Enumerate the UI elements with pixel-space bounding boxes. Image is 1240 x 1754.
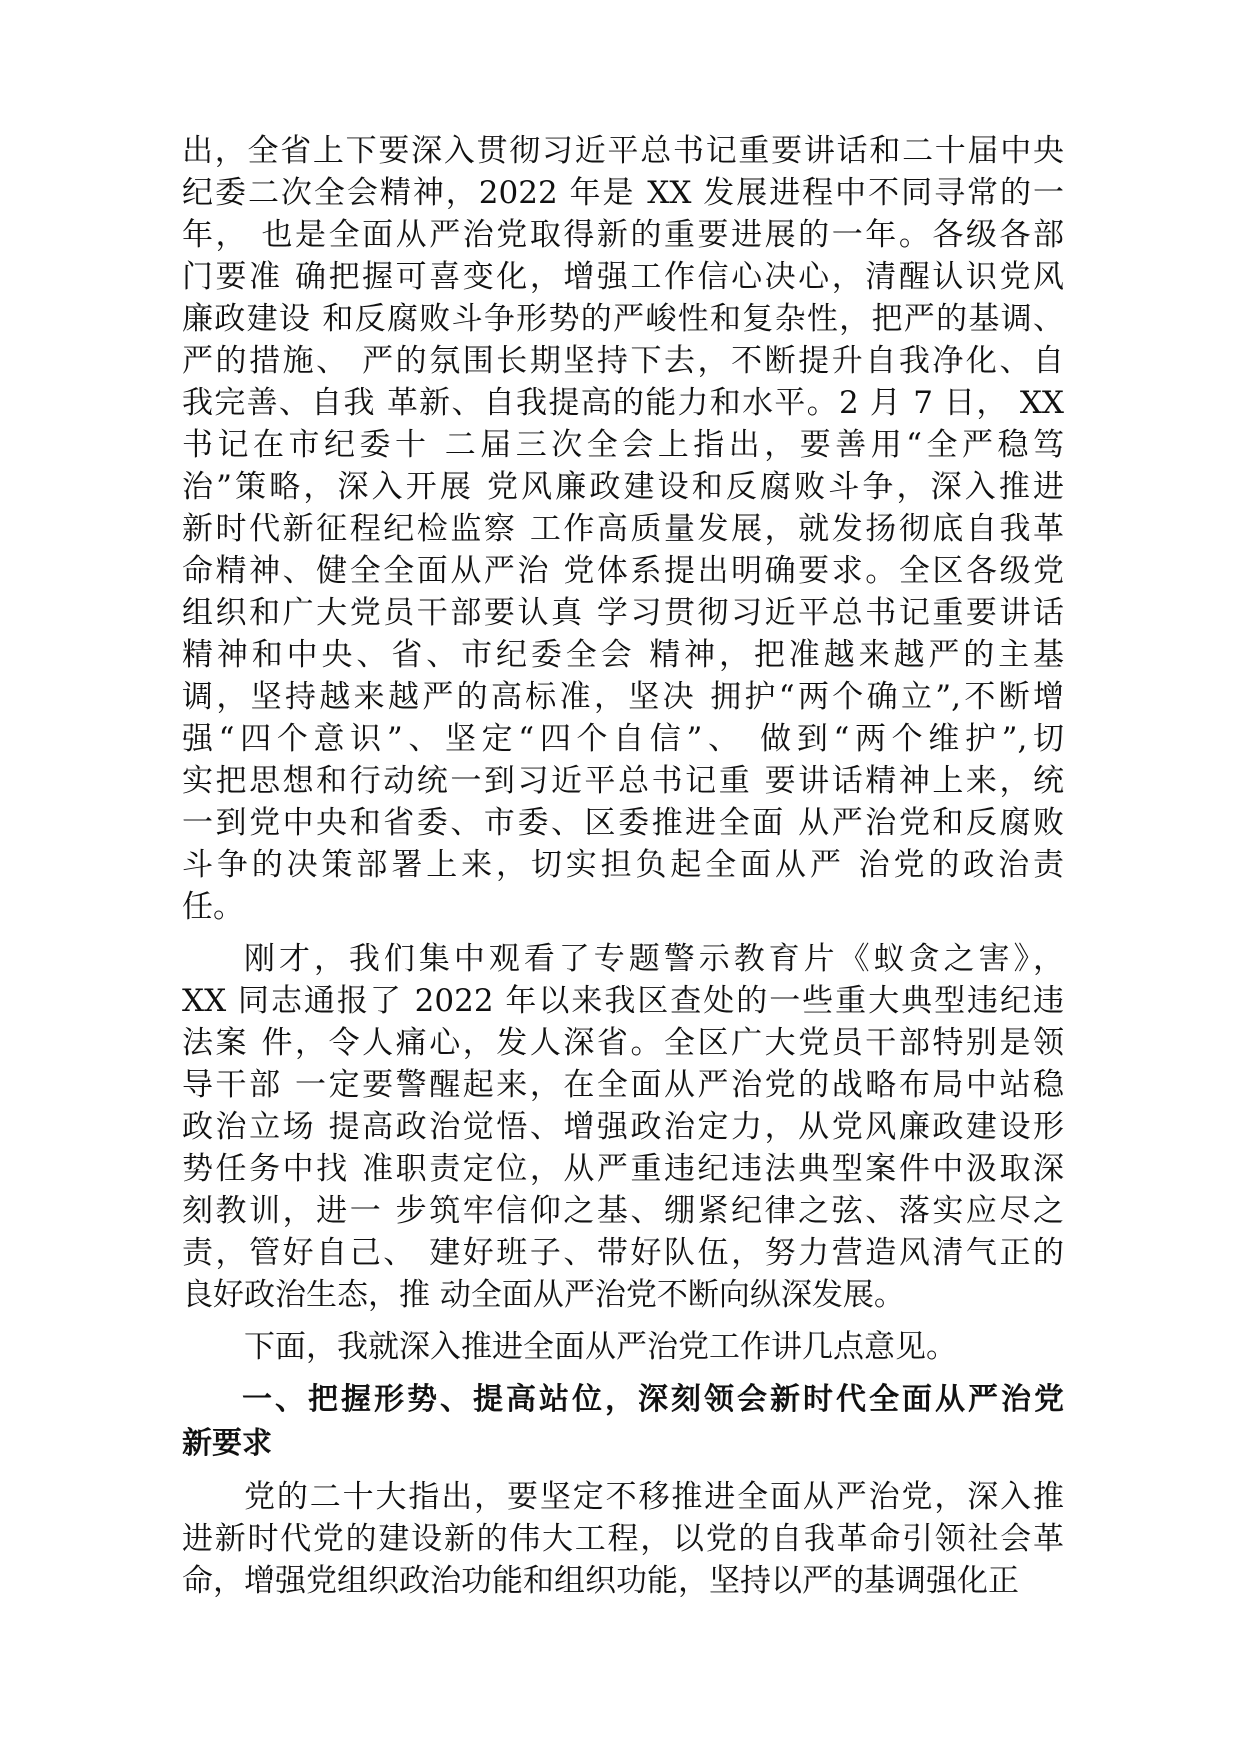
text-line: 廉政建设 和反腐败斗争形势的严峻性和复杂性，把严的基调、 — [182, 301, 1064, 337]
text-line: 组织和广大党员干部要认真 学习贯彻习近平总书记重要讲话 — [182, 595, 1064, 631]
text-line: 门要准 确把握可喜变化，增强工作信心决心，清醒认识党风 — [182, 259, 1064, 295]
body-paragraph — [182, 1326, 1064, 1368]
text-line: 治”策略，深入开展 党风廉政建设和反腐败斗争，深入推进 — [182, 469, 1064, 505]
text-line: 政治立场 提高政治觉悟、增强政治定力，从党风廉政建设形 — [182, 1109, 1064, 1145]
text-line: 新时代新征程纪检监察 工作高质量发展，就发扬彻底自我革 — [182, 511, 1064, 547]
text-line: 下面，我就深入推进全面从严治党工作讲几点意见。 — [244, 1329, 957, 1365]
text-line: 精神和中央、省、市纪委全会 精神，把准越来越严的主基 — [182, 637, 1064, 673]
text-line: 斗争的决策部署上来，切实担负起全面从严 治党的政治责 — [182, 847, 1064, 883]
text-line: 一、把握形势、提高站位，深刻领会新时代全面从严治党 — [242, 1382, 1064, 1417]
text-line: 导干部 一定要警醒起来，在全面从严治党的战略布局中站稳 — [182, 1067, 1064, 1103]
text-line: 调，坚持越来越严的高标准，坚决 拥护“两个确立”,不断增 — [182, 679, 1064, 715]
text-line: 刚才，我们集中观看了专题警示教育片《蚁贪之害》， — [244, 941, 1064, 977]
text-line: XX 同志通报了 2022 年以来我区查处的一些重大典型违纪违 — [182, 983, 1064, 1019]
body-paragraph — [182, 1476, 1064, 1602]
text-line: 良好政治生态，推 动全面从严治党不断向纵深发展。 — [182, 1277, 905, 1313]
document-page — [182, 130, 1064, 1612]
text-line: 实把思想和行动统一到习近平总书记重 要讲话精神上来，统 — [182, 763, 1064, 799]
text-line: 出，全省上下要深入贯彻习近平总书记重要讲话和二十届中央 — [182, 133, 1064, 169]
text-line: 严的措施、 严的氛围长期坚持下去，不断提升自我净化、自 — [182, 343, 1064, 379]
text-line: 责，管好自己、 建好班子、带好队伍，努力营造风清气正的 — [182, 1235, 1064, 1271]
text-line: 一到党中央和省委、市委、区委推进全面 从严治党和反腐败 — [182, 805, 1064, 841]
text-line: 命，增强党组织政治功能和组织功能，坚持以严的基调强化正 — [182, 1563, 1019, 1599]
text-line: 纪委二次全会精神，2022 年是 XX 发展进程中不同寻常的一 — [182, 175, 1064, 211]
text-line: 进新时代党的建设新的伟大工程，以党的自我革命引领社会革 — [182, 1521, 1064, 1557]
text-line: 法案 件，令人痛心，发人深省。全区广大党员干部特别是领 — [182, 1025, 1064, 1061]
text-line: 任。 — [182, 889, 244, 925]
text-line: 命精神、健全全面从严治 党体系提出明确要求。全区各级党 — [182, 553, 1064, 589]
text-line: 新要求 — [182, 1426, 272, 1461]
text-line: 党的二十大指出，要坚定不移推进全面从严治党，深入推 — [244, 1479, 1064, 1515]
body-paragraph — [182, 938, 1064, 1316]
text-line: 我完善、自我 革新、自我提高的能力和水平。2 月 7 日， XX — [182, 385, 1064, 421]
text-line: 势任务中找 准职责定位，从严重违纪违法典型案件中汲取深 — [182, 1151, 1064, 1187]
text-line: 刻教训，进一 步筑牢信仰之基、绷紧纪律之弦、落实应尽之 — [182, 1193, 1064, 1229]
section-heading — [182, 1378, 1064, 1466]
text-line: 强“四个意识”、坚定“四个自信”、 做到“两个维护”,切 — [182, 721, 1064, 757]
body-paragraph — [182, 130, 1064, 928]
text-line: 书记在市纪委十 二届三次全会上指出，要善用“全严稳笃 — [182, 427, 1064, 463]
text-line: 年， 也是全面从严治党取得新的重要进展的一年。各级各部 — [182, 217, 1064, 253]
